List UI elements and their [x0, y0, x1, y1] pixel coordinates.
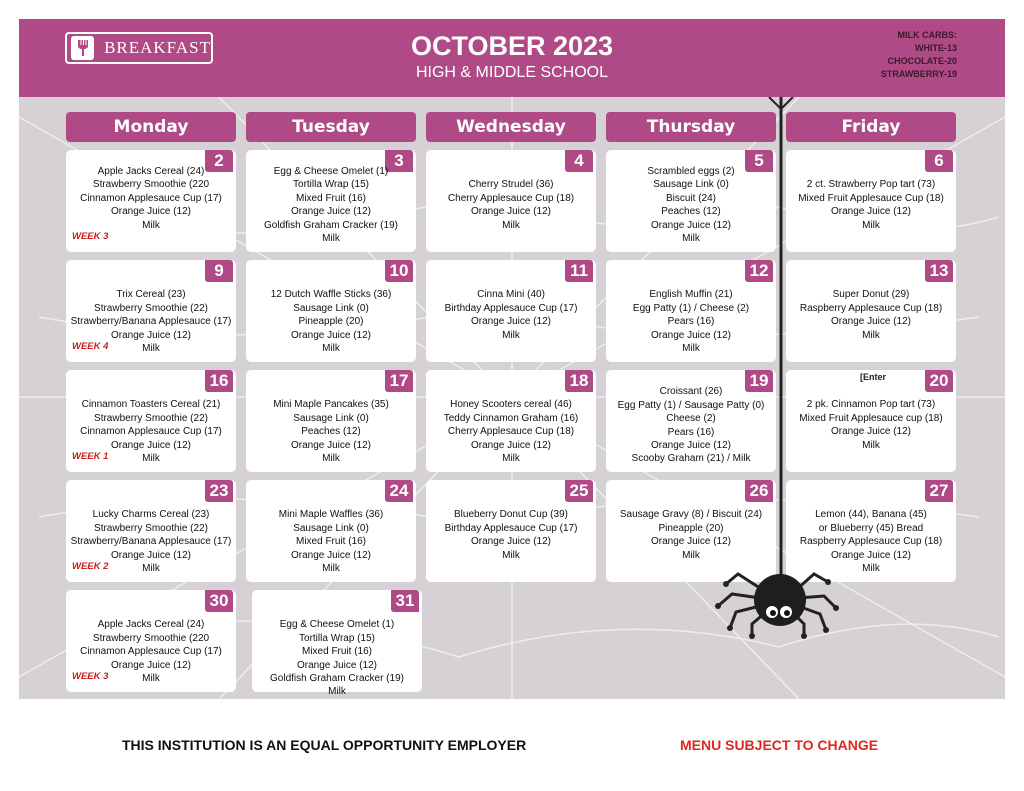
- menu-items: [246, 495, 416, 575]
- week-label: WEEK 2: [72, 561, 109, 572]
- menu-item: Milk: [502, 219, 520, 231]
- menu-item: [246, 495, 416, 508]
- menu-item: Trix Cereal (23): [116, 289, 186, 301]
- menu-item: Mixed Fruit (16): [301, 646, 372, 658]
- menu-item: Orange Juice (12): [290, 206, 372, 218]
- menu-item: Orange Juice (12): [650, 536, 732, 548]
- menu-item: Orange Juice (12): [470, 536, 552, 548]
- menu-item: Orange Juice (12): [830, 316, 912, 328]
- menu-item: Orange Juice (12): [470, 439, 552, 451]
- calendar-header: [19, 19, 1005, 97]
- day-header-tuesday: Tuesday: [246, 112, 416, 142]
- menu-items: [606, 275, 776, 355]
- milk-line: WHITE-13: [914, 43, 957, 53]
- menu-item: Orange Juice (12): [296, 659, 378, 671]
- menu-item: Blueberry Donut Cup (39): [454, 509, 568, 521]
- menu-item: Apple Jacks Cereal (24): [97, 619, 205, 631]
- menu-item: Milk: [862, 329, 880, 341]
- menu-items: [786, 275, 956, 342]
- menu-item: Egg & Cheese Omelet (1): [273, 166, 389, 177]
- date-badge: 5: [745, 150, 773, 172]
- day-header-wednesday: Wednesday: [426, 112, 596, 142]
- menu-item: Cinnamon Applesauce Cup (17): [80, 646, 222, 658]
- menu-item: [786, 275, 956, 288]
- menu-item: Biscuit (24): [665, 192, 716, 204]
- menu-item: [66, 605, 236, 618]
- menu-item: Apple Jacks Cereal (24): [97, 166, 205, 177]
- menu-item: Sausage Link (0): [293, 302, 369, 314]
- menu-item: English Muffin (21): [649, 289, 733, 301]
- menu-item: Mini Maple Pancakes (35): [273, 399, 389, 411]
- menu-item: Tortilla Wrap (15): [299, 632, 375, 644]
- menu-item: Cinnamon Toasters Cereal (21): [81, 399, 221, 411]
- menu-item: Orange Juice (12): [470, 316, 552, 328]
- day-cell: [66, 480, 236, 582]
- menu-item: Cherry Strudel (36): [468, 179, 554, 191]
- menu-item: Egg Patty (1) / Cheese (2): [632, 302, 750, 314]
- date-badge: 31: [391, 590, 419, 612]
- day-cell: [66, 370, 236, 472]
- menu-item: Cheese (2): [666, 413, 716, 425]
- menu-item: Milk: [142, 563, 160, 575]
- week-label: WEEK 3: [72, 671, 109, 682]
- date-badge: 9: [205, 260, 233, 282]
- menu-items: [426, 385, 596, 465]
- menu-item: [66, 495, 236, 508]
- menu-item: Honey Scooters cereal (46): [450, 399, 572, 411]
- week-label: WEEK 4: [72, 341, 109, 352]
- menu-item: Orange Juice (12): [290, 329, 372, 341]
- menu-item: Mixed Fruit Applesauce Cup (18): [798, 192, 944, 204]
- menu-item: Orange Juice (12): [110, 659, 192, 671]
- menu-item: Milk: [322, 453, 340, 465]
- date-badge: 6: [925, 150, 953, 172]
- date-badge: 17: [385, 370, 413, 392]
- day-cell: [252, 590, 422, 698]
- menu-item: Teddy Cinnamon Graham (16): [443, 412, 579, 424]
- menu-item: Milk: [682, 549, 700, 561]
- menu-item: Orange Juice (12): [110, 329, 192, 341]
- menu-item: Cinna Mini (40): [477, 289, 545, 301]
- menu-items: [246, 165, 416, 245]
- menu-item: Orange Juice (12): [650, 440, 732, 452]
- menu-items: [606, 372, 776, 466]
- menu-item: Orange Juice (12): [290, 439, 372, 451]
- menu-item: Orange Juice (12): [650, 329, 732, 341]
- menu-item: [426, 385, 596, 398]
- day-cell: [426, 370, 596, 472]
- menu-item: [606, 275, 776, 288]
- menu-items: [606, 165, 776, 245]
- menu-item: Orange Juice (12): [830, 426, 912, 438]
- date-badge: 20: [925, 370, 953, 392]
- menu-item: [66, 385, 236, 398]
- menu-item: Strawberry/Banana Applesauce (17): [70, 316, 232, 328]
- date-badge: 19: [745, 370, 773, 392]
- menu-item: [606, 495, 776, 508]
- menu-item: [426, 495, 596, 508]
- menu-items: [786, 165, 956, 232]
- menu-item: Strawberry Smoothie (22): [94, 522, 208, 534]
- menu-item: Pears (16): [667, 316, 715, 328]
- menu-item: Milk: [322, 343, 340, 355]
- menu-item: Raspberry Applesauce Cup (18): [799, 302, 943, 314]
- menu-item: Egg & Cheese Omelet (1): [279, 619, 395, 631]
- menu-item: or Blueberry (45) Bread: [818, 522, 924, 534]
- date-badge: 18: [565, 370, 593, 392]
- menu-item: Peaches (12): [661, 206, 721, 218]
- date-badge: 23: [205, 480, 233, 502]
- menu-item: 2 pk. Cinnamon Pop tart (73): [806, 399, 936, 411]
- menu-item: Orange Juice (12): [470, 206, 552, 218]
- menu-item: [246, 385, 416, 398]
- milk-line: STRAWBERRY-19: [880, 69, 957, 79]
- logo-label: BREAKFAST: [104, 38, 211, 57]
- menu-item: Milk: [682, 343, 700, 355]
- menu-item: Orange Juice (12): [110, 549, 192, 561]
- day-cell: [66, 260, 236, 362]
- equal-opportunity-note: THIS INSTITUTION IS AN EQUAL OPPORTUNITY EMPLOYER: [122, 737, 527, 753]
- date-badge: 11: [565, 260, 593, 282]
- day-cell: [246, 480, 416, 582]
- date-badge: 27: [925, 480, 953, 502]
- day-cell: [786, 370, 956, 472]
- day-header-thursday: Thursday: [606, 112, 776, 142]
- menu-items: [426, 165, 596, 232]
- menu-item: Mixed Fruit Applesauce cup (18): [799, 412, 943, 424]
- day-cell: [426, 480, 596, 582]
- date-badge: 4: [565, 150, 593, 172]
- menu-items: [66, 165, 236, 232]
- menu-item: Orange Juice (12): [290, 549, 372, 561]
- week-label: WEEK 1: [72, 451, 109, 462]
- day-cell: [246, 260, 416, 362]
- date-badge: 3: [385, 150, 413, 172]
- date-badge: 26: [745, 480, 773, 502]
- menu-item: Mixed Fruit (16): [295, 536, 366, 548]
- day-cell: [786, 150, 956, 252]
- page-subtitle: HIGH & MIDDLE SCHOOL: [415, 64, 609, 81]
- menu-item: Milk: [682, 233, 700, 245]
- menu-item: Strawberry/Banana Applesauce (17): [70, 536, 232, 548]
- menu-item: Sausage Link (0): [293, 522, 369, 534]
- menu-item: Milk: [502, 329, 520, 341]
- menu-item: Orange Juice (12): [650, 219, 732, 231]
- menu-item: [606, 372, 776, 385]
- menu-item: Strawberry Smoothie (22): [94, 412, 208, 424]
- week-label: WEEK 3: [72, 231, 109, 242]
- menu-item: Mixed Fruit (16): [295, 192, 366, 204]
- menu-items: [246, 275, 416, 355]
- menu-item: Cinnamon Applesauce Cup (17): [80, 426, 222, 438]
- date-badge: 25: [565, 480, 593, 502]
- menu-items: [426, 275, 596, 342]
- menu-item: [786, 165, 956, 178]
- menu-item: Goldfish Graham Cracker (19): [270, 673, 404, 685]
- date-badge: 10: [385, 260, 413, 282]
- menu-item: Milk: [142, 673, 160, 685]
- menu-item: Croissant (26): [659, 386, 723, 398]
- menu-item: Cherry Applesauce Cup (18): [447, 426, 575, 438]
- menu-item: Cherry Applesauce Cup (18): [447, 192, 575, 204]
- menu-item: Milk: [862, 219, 880, 231]
- menu-item: Milk: [322, 233, 340, 245]
- menu-change-note: MENU SUBJECT TO CHANGE: [680, 737, 879, 753]
- menu-item: Pears (16): [667, 426, 715, 438]
- menu-item: Birthday Applesauce Cup (17): [444, 522, 578, 534]
- menu-item: [426, 165, 596, 178]
- placeholder-note: [Enter: [860, 372, 887, 382]
- menu-item: Pineapple (20): [658, 522, 724, 534]
- menu-item: Goldfish Graham Cracker (19): [264, 219, 398, 231]
- menu-item: Milk: [322, 563, 340, 575]
- menu-item: Birthday Applesauce Cup (17): [444, 302, 578, 314]
- menu-item: Orange Juice (12): [830, 206, 912, 218]
- spider-icon: [708, 560, 848, 640]
- menu-item: Lemon (44), Banana (45): [815, 509, 927, 521]
- menu-item: Milk: [142, 343, 160, 355]
- menu-items: [786, 385, 956, 452]
- menu-item: Tortilla Wrap (15): [293, 179, 369, 191]
- menu-item: Strawberry Smoothie (220: [92, 632, 210, 644]
- menu-item: Scooby Graham (21) / Milk: [631, 453, 751, 465]
- menu-item: Raspberry Applesauce Cup (18): [799, 536, 943, 548]
- day-cell: [786, 260, 956, 362]
- menu-item: Sausage Link (0): [653, 179, 729, 191]
- menu-item: Orange Juice (12): [110, 439, 192, 451]
- menu-item: [786, 495, 956, 508]
- menu-item: Orange Juice (12): [830, 549, 912, 561]
- day-cell: [426, 150, 596, 252]
- day-cell: [246, 370, 416, 472]
- day-cell: [426, 260, 596, 362]
- menu-item: Strawberry Smoothie (220: [92, 179, 210, 191]
- menu-item: Milk: [862, 439, 880, 451]
- menu-item: [246, 275, 416, 288]
- menu-item: Pineapple (20): [298, 316, 364, 328]
- milk-carbs-info: [881, 29, 957, 81]
- day-cell: [606, 260, 776, 362]
- day-header-friday: Friday: [786, 112, 956, 142]
- milk-line: CHOCOLATE-20: [887, 56, 957, 66]
- menu-item: Milk: [142, 453, 160, 465]
- menu-items: [252, 605, 422, 699]
- menu-item: Scrambled eggs (2): [647, 166, 735, 177]
- menu-item: Sausage Link (0): [293, 412, 369, 424]
- day-cell: [66, 590, 236, 692]
- menu-item: Lucky Charms Cereal (23): [92, 509, 210, 521]
- day-cell: [606, 370, 776, 472]
- date-badge: 16: [205, 370, 233, 392]
- menu-item: [786, 385, 956, 398]
- menu-item: Milk: [502, 453, 520, 465]
- menu-item: Orange Juice (12): [110, 206, 192, 218]
- date-badge: 12: [745, 260, 773, 282]
- milk-line: MILK CARBS:: [897, 30, 957, 40]
- menu-item: [426, 275, 596, 288]
- day-cell: [246, 150, 416, 252]
- menu-item: Milk: [502, 549, 520, 561]
- menu-item: Strawberry Smoothie (22): [94, 302, 208, 314]
- menu-item: Milk: [328, 686, 346, 698]
- menu-items: [246, 385, 416, 465]
- menu-items: [606, 495, 776, 562]
- date-badge: 30: [205, 590, 233, 612]
- menu-items: [426, 495, 596, 562]
- page-title: OCTOBER 2023: [410, 31, 614, 61]
- day-header-monday: Monday: [66, 112, 236, 142]
- menu-item: Mini Maple Waffles (36): [278, 509, 384, 521]
- menu-item: Sausage Gravy (8) / Biscuit (24): [619, 509, 763, 521]
- menu-item: [252, 605, 422, 618]
- day-cell: [606, 150, 776, 252]
- menu-item: Egg Patty (1) / Sausage Patty (0): [617, 399, 765, 411]
- menu-item: Super Donut (29): [832, 289, 910, 301]
- menu-item: 2 ct. Strawberry Pop tart (73): [806, 179, 936, 191]
- date-badge: 13: [925, 260, 953, 282]
- menu-item: Cinnamon Applesauce Cup (17): [80, 192, 222, 204]
- menu-item: 12 Dutch Waffle Sticks (36): [270, 289, 392, 301]
- menu-item: Milk: [142, 219, 160, 231]
- menu-item: Milk: [862, 563, 880, 575]
- date-badge: 2: [205, 150, 233, 172]
- day-cell: [66, 150, 236, 252]
- date-badge: 24: [385, 480, 413, 502]
- menu-item: [66, 275, 236, 288]
- menu-item: Peaches (12): [301, 426, 361, 438]
